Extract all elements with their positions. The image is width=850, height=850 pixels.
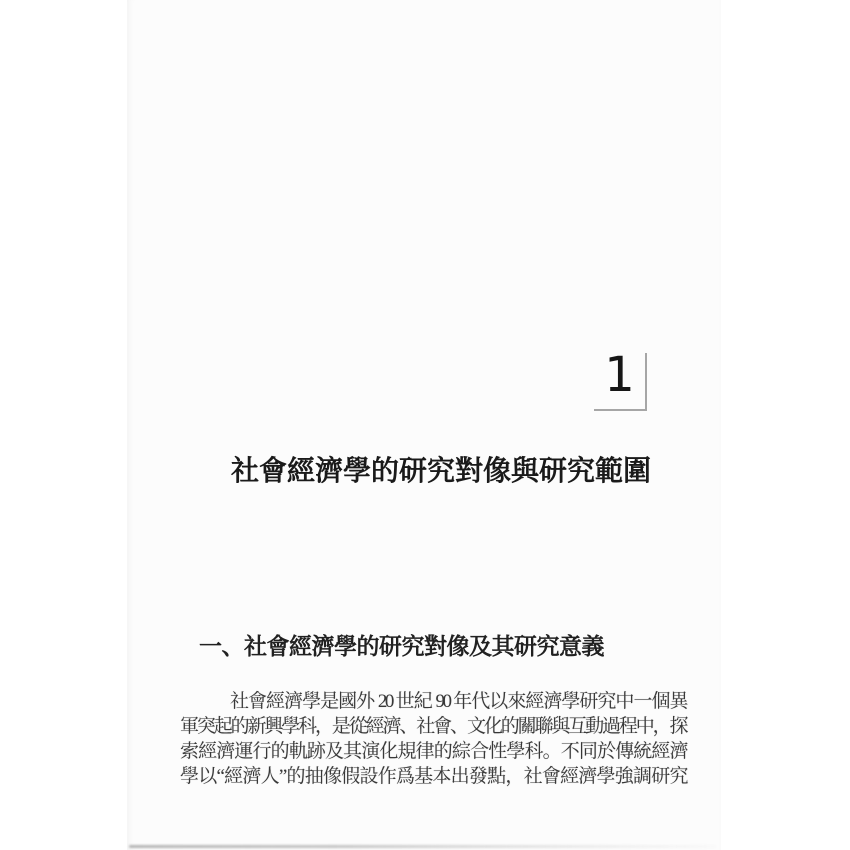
chapter-title: 社會經濟學的研究對像與研究範圍: [231, 455, 652, 486]
chapter-number-bracket-vertical-rule: [645, 353, 647, 411]
scanned-page-bottom-edge: [129, 845, 717, 848]
paragraph-line: 學以“經濟人”的抽像假設作爲基本出發點，社會經濟學強調研究: [180, 766, 686, 787]
section-heading: 一、社會經濟學的研究對像及其研究意義: [199, 633, 604, 659]
book-page: [127, 0, 721, 850]
body-paragraph: [180, 689, 686, 789]
chapter-number: 1: [604, 347, 635, 403]
paragraph-line: 社會經濟學是國外 20 世紀 90 年代以來經濟學研究中一個異: [230, 691, 686, 712]
paragraph-line: 索經濟運行的軌跡及其演化規律的綜合性學科。不同於傳統經濟: [180, 741, 686, 762]
chapter-number-bracket-horizontal-rule: [594, 409, 647, 411]
paragraph-line: 軍突起的新興學科，是從經濟、社會、文化的關聯與互動過程中，探: [180, 716, 686, 737]
